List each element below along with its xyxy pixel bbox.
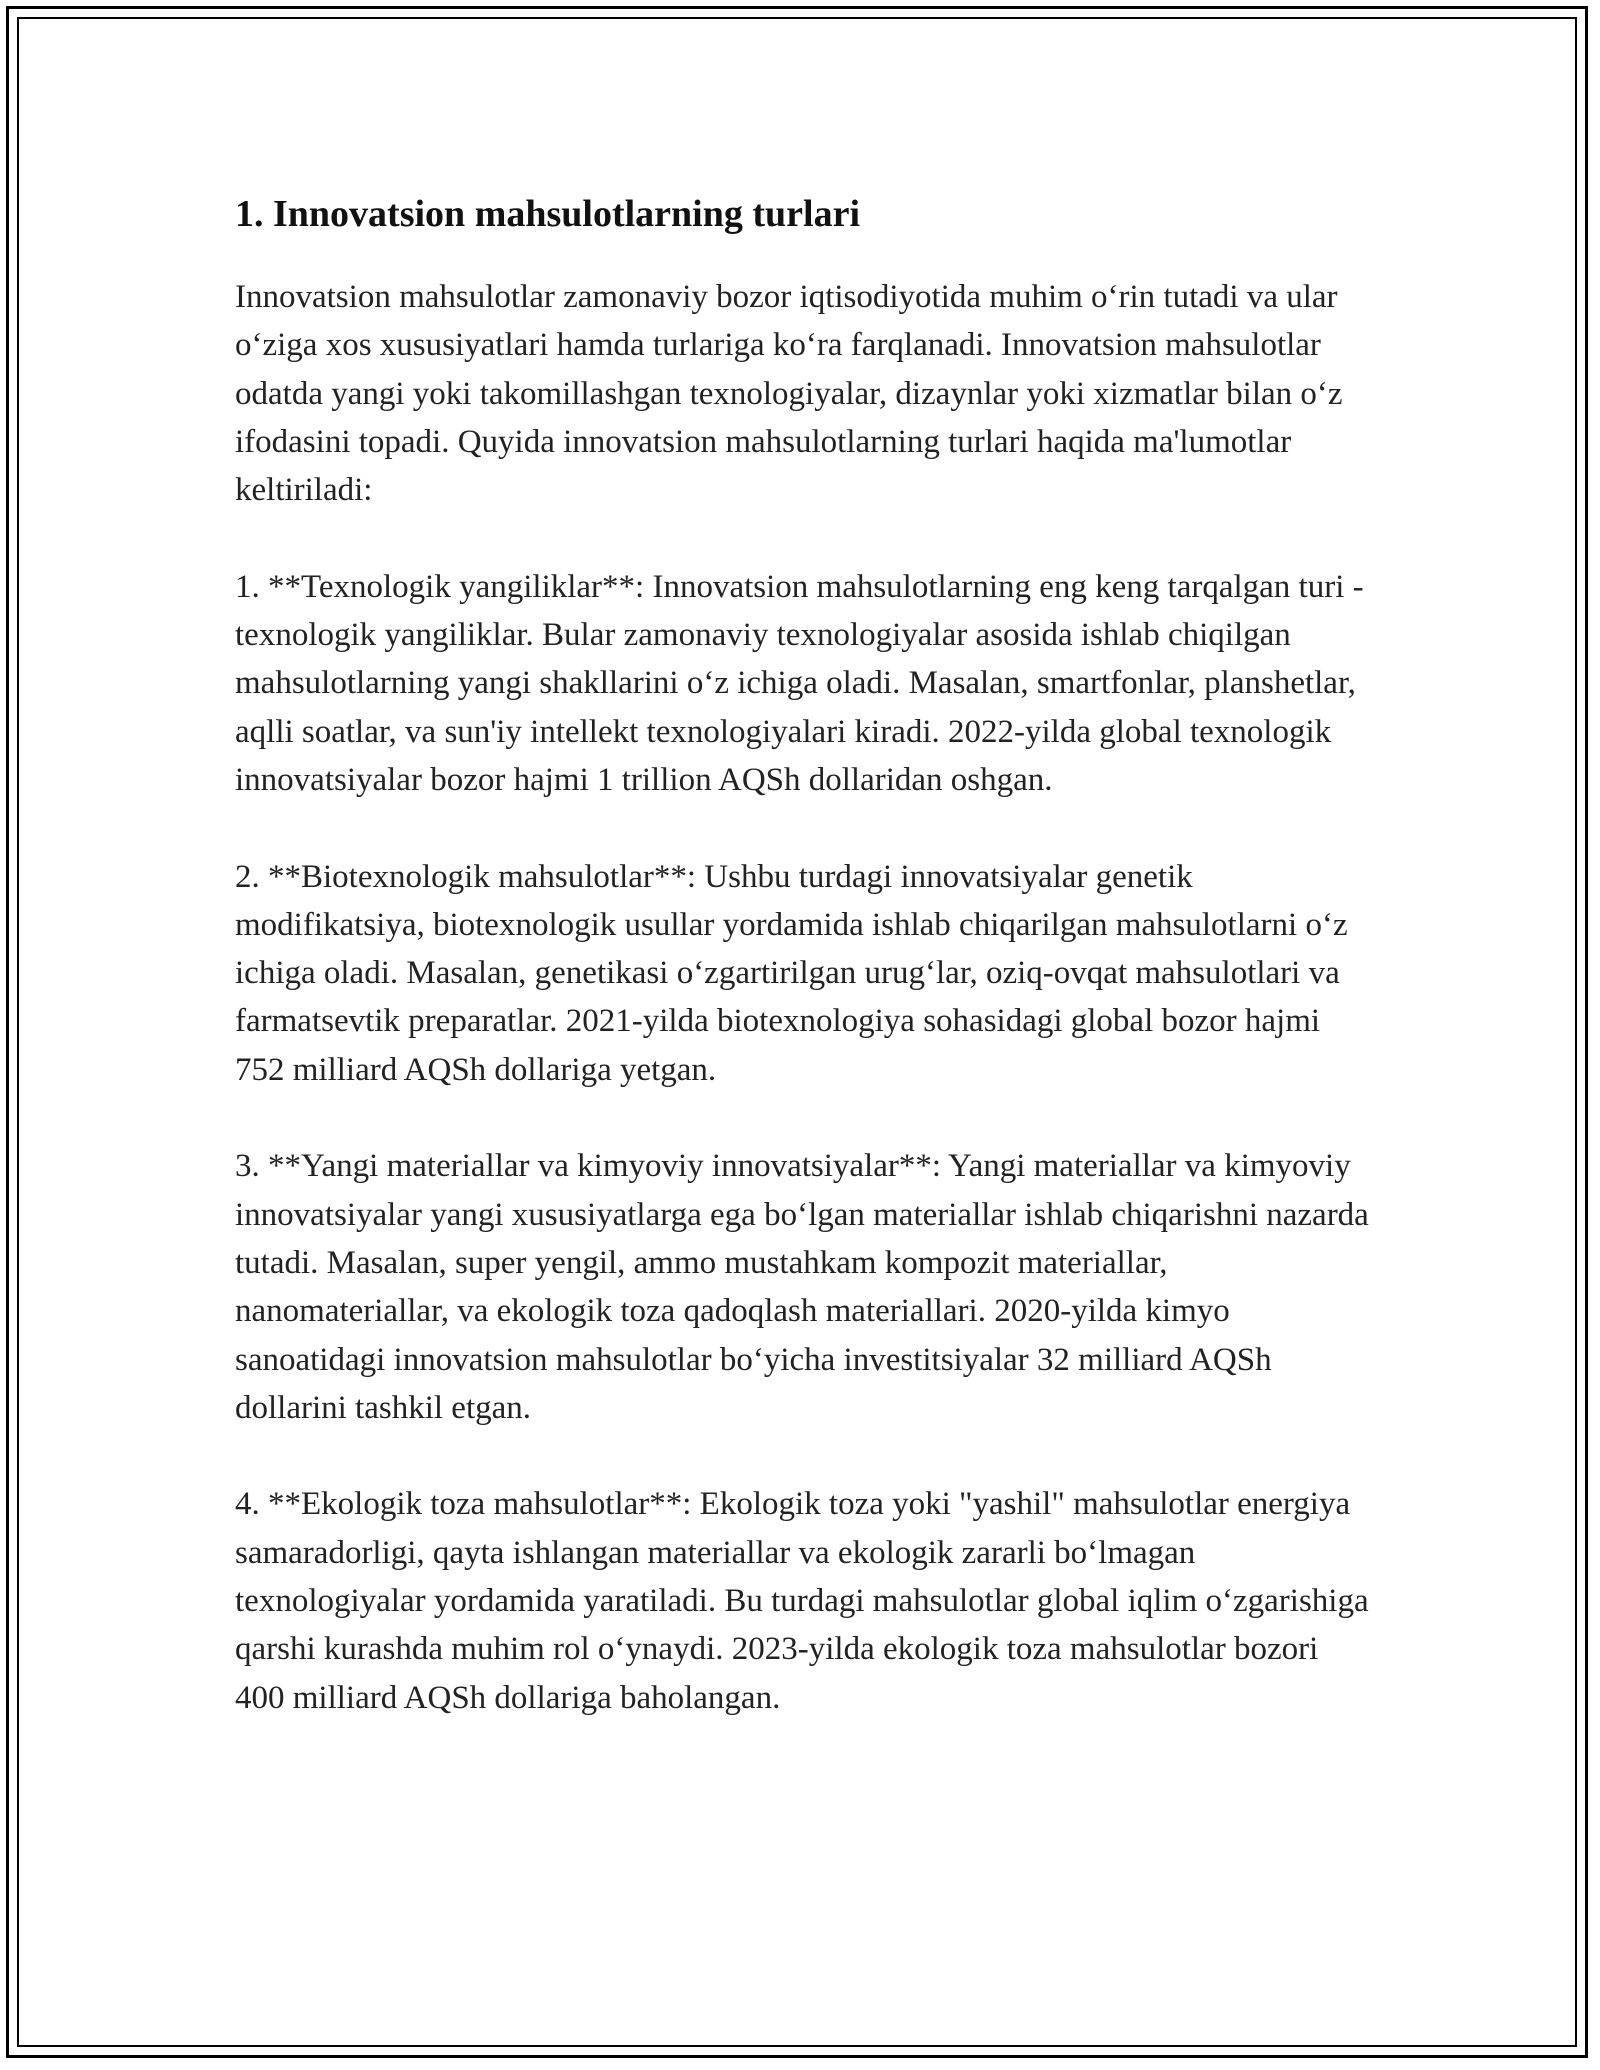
paragraph-biotechnology: 2. **Biotexnologik mahsulotlar**: Ushbu turdagi innovatsiyalar genetik modifikatsiya, biotexnologik usullar yordamida ishlab chiqarilgan mahsulotlarni o‘z ichiga oladi. Masalan, genetikasi o‘zgartirilgan urug‘lar, oziq-ovqat mahsulotlari va farmatsevtik preparatlar. 2021-yilda biotexnologiya sohasidagi global bozor hajmi 752 milliard AQSh dollariga yetgan. bbox=[235, 858, 1348, 1088]
document-body bbox=[235, 185, 1375, 1770]
intro-paragraph: Innovatsion mahsulotlar zamonaviy bozor iqtisodiyotida muhim o‘rin tutadi va ular o‘ziga xos xususiyatlari hamda turlariga ko‘ra farqlanadi. Innovatsion mahsulotlar odatda yangi yoki takomillashgan texnologiyalar, dizaynlar yoki xizmatlar bilan o‘z ifodasini topadi. Quyida innovatsion mahsulotlarning turlari haqida ma'lumotlar keltiriladi: bbox=[235, 279, 1343, 509]
paragraph-materials: 3. **Yangi materiallar va kimyoviy innovatsiyalar**: Yangi materiallar va kimyoviy innovatsiyalar yangi xususiyatlarga ega bo‘lgan materiallar ishlab chiqarishni nazarda tutadi. Masalan, super yengil, ammo mustahkam kompozit materiallar, nanomateriallar, va ekologik toza qadoqlash materiallari. 2020-yilda kimyo sanoatidagi innovatsion mahsulotlar bo‘yicha investitsiyalar 32 milliard AQSh dollarini tashkil etgan. bbox=[235, 1148, 1369, 1426]
document-title: 1. Innovatsion mahsulotlarning turlari bbox=[235, 193, 860, 235]
paragraph-ecological: 4. **Ekologik toza mahsulotlar**: Ekologik toza yoki "yashil" mahsulotlar energiya samaradorligi, qayta ishlangan materiallar va ekologik zararli bo‘lmagan texnologiyalar yordamida yaratiladi. Bu turdagi mahsulotlar global iqlim o‘zgarishiga qarshi kurashda muhim rol o‘ynaydi. 2023-yilda ekologik toza mahsulotlar bozori 400 milliard AQSh dollariga baholangan. bbox=[235, 1486, 1369, 1716]
paragraph-technology: 1. **Texnologik yangiliklar**: Innovatsion mahsulotlarning eng keng tarqalgan turi - texnologik yangiliklar. Bular zamonaviy texnologiyalar asosida ishlab chiqilgan mahsulotlarning yangi shakllarini o‘z ichiga oladi. Masalan, smartfonlar, planshetlar, aqlli soatlar, va sun'iy intellekt texnologiyalari kiradi. 2022-yilda global texnologik innovatsiyalar bozor hajmi 1 trillion AQSh dollaridan oshgan. bbox=[235, 568, 1364, 798]
